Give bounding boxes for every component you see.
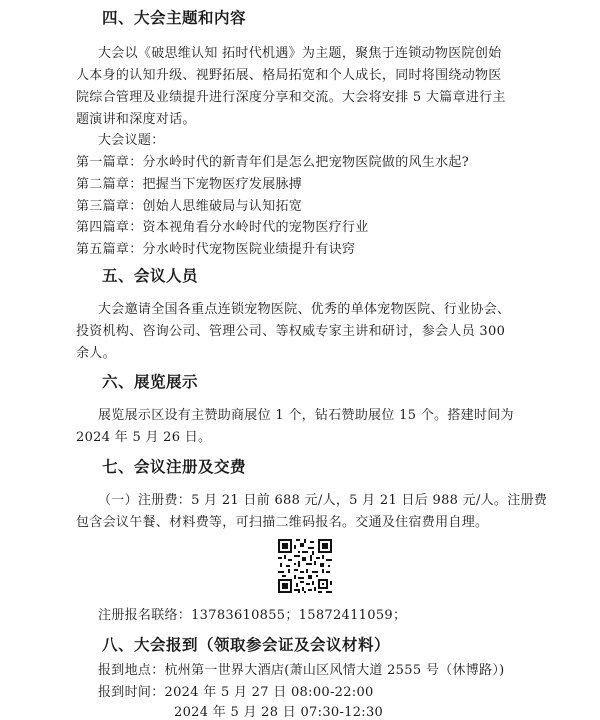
section-4-paragraph-line: 大会以《破思维认知 拓时代机遇》为主题，聚焦于连锁动物医院创始 [98,46,502,61]
section-5-paragraph-line: 投资机构、咨询公司、管理公司、等权威专家主讲和研讨，参会人员 300 [76,324,506,339]
topic-item: 第一篇章：分水岭时代的新青年们是怎么把宠物医院做的风生水起? [76,155,469,170]
section-7-paragraph-line: 包含会议午餐、材料费等，可扫描二维码报名。交通及住宿费用自理。 [76,515,489,530]
topic-item: 第三篇章：创始人思维破局与认知拓宽 [76,199,303,214]
section-8-heading: 八、大会报到（领取参会证及会议材料） [102,635,391,654]
checkin-location: 报到地点：杭州第一世界大酒店(萧山区风情大道 2555 号（休博路）) [98,663,505,678]
registration-contact: 注册报名联络：13783610855；15872411059； [98,608,407,623]
topic-item: 第四篇章：资本视角看分水岭时代的宠物医疗行业 [76,220,369,235]
section-6-heading: 六、展览展示 [102,372,199,391]
checkin-time-day1: 报到时间：2024 年 5 月 27 日 08:00-22:00 [98,685,374,700]
section-7-paragraph-line: （一）注册费：5 月 21 日前 688 元/人，5 月 21 日后 988 元/人。注册费 [98,493,548,508]
section-6-paragraph-line: 展览展示区设有主赞助商展位 1 个，钻石赞助展位 15 个。搭建时间为 [98,408,514,423]
section-4-paragraph-line: 题演讲和深度对话。 [76,112,196,127]
qr-code-icon[interactable] [276,537,334,595]
section-7-heading: 七、会议注册及交费 [102,457,247,476]
section-4-paragraph-line: 院综合管理及业绩提升进行深度分享和交流。大会将安排 5 大篇章进行主 [76,90,506,105]
section-5-heading: 五、会议人员 [102,266,199,285]
topic-item: 第五篇章：分水岭时代宠物医院业绩提升有诀窍 [76,242,356,257]
topics-label: 大会议题： [98,133,165,148]
section-5-paragraph-line: 大会邀请全国各重点连锁宠物医院、优秀的单体宠物医院、行业协会、 [98,302,511,317]
checkin-time-day2: 2024 年 5 月 28 日 07:30-12:30 [174,705,384,720]
section-4-paragraph-line: 人本身的认知升级、视野拓展、格局拓宽和个人成长，同时将围绕动物医 [76,68,502,83]
section-5-paragraph-line: 余人。 [76,346,116,361]
topic-item: 第二篇章：把握当下宠物医疗发展脉搏 [76,177,303,192]
section-4-heading: 四、大会主题和内容 [102,8,247,27]
section-6-paragraph-line: 2024 年 5 月 26 日。 [76,430,212,445]
